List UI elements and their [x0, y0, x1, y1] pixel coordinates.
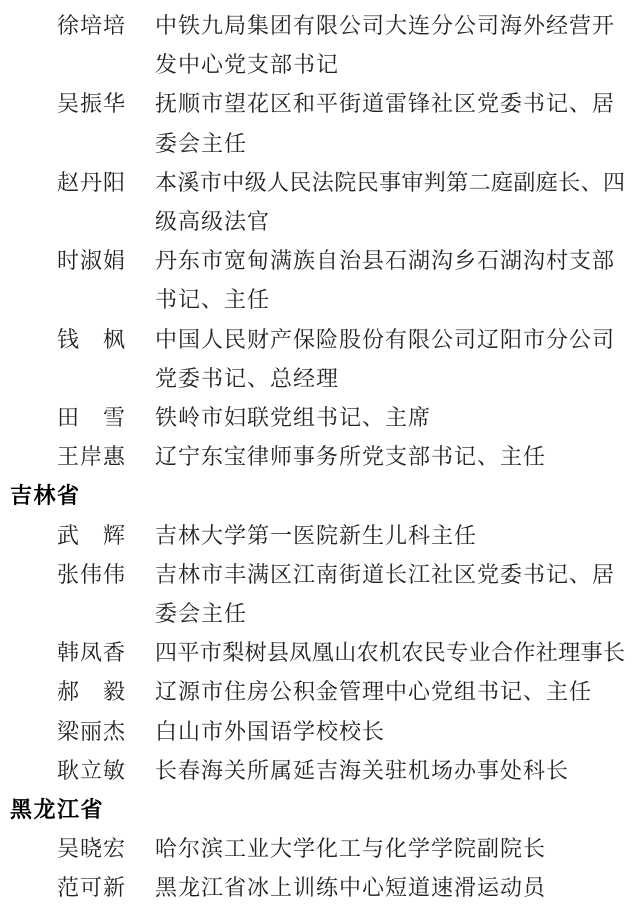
honoree-title-line: 铁岭市妇联党组书记、主席 [155, 405, 432, 431]
honoree-title-line: 级高级法官 [155, 209, 271, 235]
honoree-title-line: 长春海关所属延吉海关驻机场办事处科长 [155, 757, 570, 783]
honoree-entry [0, 555, 640, 633]
honoree-name: 王岸惠 [57, 444, 127, 470]
honoree-entry [0, 6, 640, 84]
honoree-title-line: 书记、主任 [155, 287, 271, 313]
honoree-entry [0, 320, 640, 398]
honoree-title [155, 6, 615, 84]
honoree-title-line: 辽源市住房公积金管理中心党组书记、主任 [155, 679, 593, 705]
honoree-title-line: 中铁九局集团有限公司大连分公司海外经营开 [155, 13, 616, 38]
honoree-title-line: 抚顺市望花区和平街道雷锋社区党委书记、居 [155, 91, 616, 117]
honoree-title [155, 320, 615, 398]
province-header: 黑龙江省 [10, 797, 105, 823]
province-header: 吉林省 [10, 483, 81, 509]
honoree-name: 田 雪 [57, 405, 127, 431]
honoree-title [155, 868, 546, 907]
honoree-entry [0, 398, 640, 437]
honoree-name: 吴晓宏 [57, 836, 127, 862]
honoree-entry [0, 672, 640, 711]
honoree-title [155, 163, 625, 241]
honoree-name: 耿立敏 [57, 757, 127, 783]
honoree-entry [0, 751, 640, 790]
honoree-name: 武 辉 [57, 522, 127, 548]
honoree-title [155, 633, 625, 672]
honoree-title-line: 吉林市丰满区江南街道长江社区党委书记、居 [155, 561, 616, 587]
honoree-name: 赵丹阳 [57, 169, 127, 195]
honoree-name: 郝 毅 [57, 679, 127, 705]
honoree-name: 钱 枫 [57, 326, 127, 352]
honoree-title [155, 751, 569, 790]
honoree-title [155, 829, 546, 868]
honoree-name: 时淑娟 [57, 248, 127, 274]
honoree-title [155, 555, 615, 633]
honoree-title-line: 辽宁东宝律师事务所党支部书记、主任 [155, 444, 547, 470]
honoree-title-line: 委会主任 [155, 601, 248, 627]
honoree-entry [0, 163, 640, 241]
honoree-title-line: 党委书记、总经理 [155, 365, 340, 391]
honoree-name: 吴振华 [57, 91, 127, 117]
honoree-name: 张伟伟 [57, 561, 127, 587]
honoree-entry [0, 437, 640, 476]
honoree-name: 梁丽杰 [57, 718, 127, 744]
honoree-title-line: 哈尔滨工业大学化工与化学学院副院长 [155, 836, 547, 862]
honoree-title [155, 516, 477, 555]
honoree-entry [0, 829, 640, 868]
honoree-name: 徐培培 [57, 13, 127, 38]
honoree-entry [0, 84, 640, 162]
honoree-title-line: 黑龙江省冰上训练中心短道速滑运动员 [155, 875, 547, 901]
honoree-entry [0, 712, 640, 751]
honoree-title-line: 四平市梨树县凤凰山农机农民专业合作社理事长 [155, 640, 626, 666]
honoree-entry [0, 516, 640, 555]
honoree-title [155, 712, 385, 751]
honoree-title-line: 委会主任 [155, 130, 248, 156]
honoree-title [155, 241, 615, 319]
honoree-title [155, 437, 546, 476]
honoree-title-line: 发中心党支部书记 [155, 52, 340, 78]
honoree-name: 范可新 [57, 875, 127, 901]
honoree-title [155, 398, 431, 437]
honoree-title-line: 中国人民财产保险股份有限公司辽阳市分公司 [155, 326, 616, 352]
honoree-entry [0, 868, 640, 907]
honoree-title [155, 84, 615, 162]
honoree-title-line: 本溪市中级人民法院民事审判第二庭副庭长、四 [155, 169, 626, 195]
honoree-title-line: 吉林大学第一医院新生儿科主任 [155, 522, 478, 548]
honoree-entry [0, 633, 640, 672]
honoree-title-line: 白山市外国语学校校长 [155, 718, 386, 744]
honoree-title [155, 672, 592, 711]
honoree-title-line: 丹东市宽甸满族自治县石湖沟乡石湖沟村支部 [155, 248, 616, 274]
honoree-entry [0, 241, 640, 319]
honoree-name: 韩凤香 [57, 640, 127, 666]
